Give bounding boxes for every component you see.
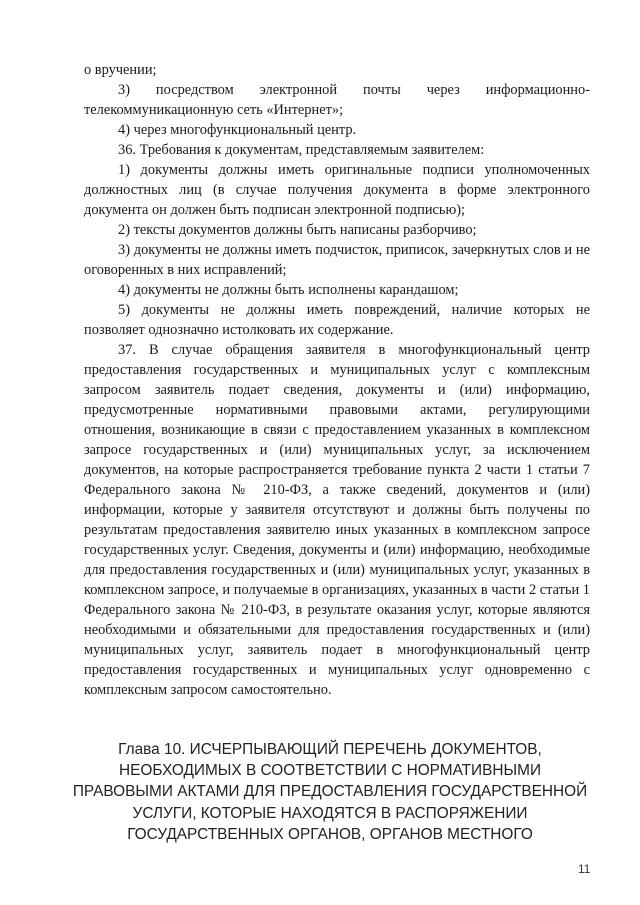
paragraph: 37. В случае обращения заявителя в многофункциональный центр предоставления государственных и муниципальных услуг с комплексным запросом заявитель подает сведения, документы и (или) информацию, предусмотренные нормативными правовыми актами, регулирующими отношения, возникающие в связи с предоставлением указанных в комплексном запросе государственных и (или) муниципальных услуг, за исключением документов, на которые распространяется требование пункта 2 части 1 статьи 7 Федерального закона № 210-ФЗ, а также сведений, документов и (или) информации, которые у заявителя отсутствуют и должны быть получены по результатам предоставления заявителю иных указанных в комплексном запросе государственных услуг. Сведения, документы и (или) информацию, необходимые для предоставления государственных и (или) муниципальных услуг, указанных в комплексном запросе, и получаемые в организациях, указанных в части 2 статьи 1 Федерального закона № 210-ФЗ, в результате оказания услуг, которые являются необходимыми и обязательными для предоставления государственных и (или) муниципальных услуг, заявитель подает в многофункциональный центр предоставления государственных и муниципальных услуг одновременно с комплексным запросом самостоятельно. [84, 342, 590, 698]
chapter-heading [60, 739, 600, 845]
paragraph: 3) посредством электронной почты через информационно-телекоммуникационную сеть «Интернет»; [84, 82, 590, 118]
paragraph: 36. Требования к документам, представляемым заявителем: [118, 142, 485, 158]
heading-line: ГОСУДАРСТВЕННЫХ ОРГАНОВ, ОРГАНОВ МЕСТНОГО [127, 825, 533, 843]
paragraph: 5) документы не должны иметь повреждений, наличие которых не позволяет однозначно истолковать их содержание. [84, 302, 590, 338]
page-number: 11 [578, 862, 591, 876]
heading-line: Глава 10. ИСЧЕРПЫВАЮЩИЙ ПЕРЕЧЕНЬ ДОКУМЕНТОВ, [118, 741, 542, 758]
heading-line: НЕОБХОДИМЫХ В СООТВЕТСТВИИ С НОРМАТИВНЫМИ [118, 762, 542, 780]
paragraph: 4) документы не должны быть исполнены карандашом; [118, 282, 459, 298]
paragraph: 2) тексты документов должны быть написаны разборчиво; [118, 222, 477, 238]
paragraph: 4) через многофункциональный центр. [118, 122, 357, 138]
paragraph: 3) документы не должны иметь подчисток, приписок, зачеркнутых слов и не оговоренных в них исправлений; [84, 242, 590, 278]
heading-line: УСЛУГИ, КОТОРЫЕ НАХОДЯТСЯ В РАСПОРЯЖЕНИИ [132, 804, 528, 822]
body-text [84, 60, 590, 700]
paragraph: 1) документы должны иметь оригинальные подписи уполномоченных должностных лиц (в случае получения документа в форме электронного документа он должен быть подписан электронной подписью); [84, 162, 590, 218]
heading-line: ПРАВОВЫМИ АКТАМИ ДЛЯ ПРЕДОСТАВЛЕНИЯ ГОСУДАРСТВЕННОЙ [72, 783, 588, 801]
paragraph: о вручении; [84, 62, 157, 78]
